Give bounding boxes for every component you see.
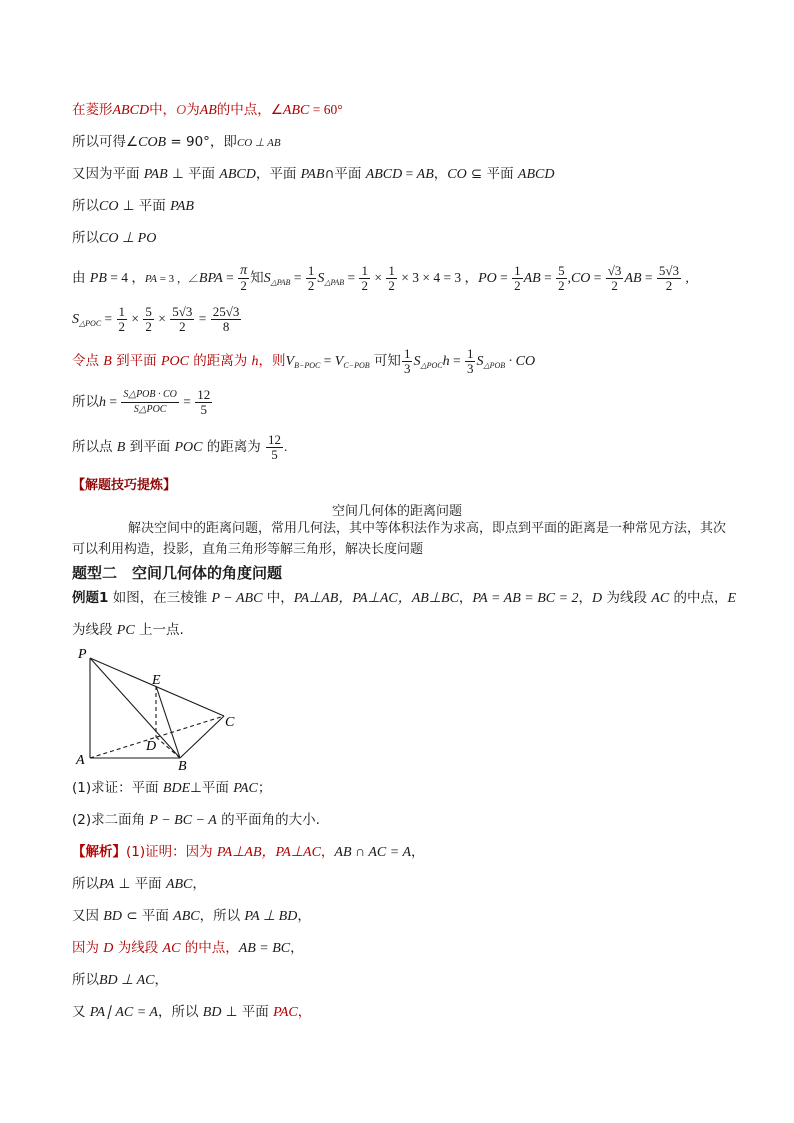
fraction: $\frac{1}{2}$ bbox=[307, 262, 315, 293]
text: ， bbox=[154, 972, 168, 988]
math: BD ⊥ AC bbox=[99, 973, 155, 988]
label-C: C bbox=[225, 715, 235, 730]
fraction: $\frac{1}{2}$ bbox=[514, 262, 521, 293]
solution-line-9 bbox=[72, 384, 213, 421]
math: AC bbox=[651, 591, 670, 606]
math: · CO bbox=[505, 354, 536, 369]
text: 所以可得∠ bbox=[72, 134, 139, 150]
text: 到平面 bbox=[125, 439, 175, 455]
math-sub: C−POB bbox=[343, 361, 370, 370]
text: ， bbox=[192, 876, 206, 892]
math: = bbox=[106, 394, 121, 409]
text: ， bbox=[290, 940, 304, 956]
text: (1)求证：平面 bbox=[72, 780, 163, 796]
math: PC bbox=[116, 623, 135, 638]
fraction: $\frac{\pi}{2}$ bbox=[240, 262, 248, 293]
text: 到平面 bbox=[111, 353, 161, 369]
text: ， bbox=[297, 908, 311, 924]
text: ， bbox=[578, 590, 593, 606]
text: ⊥ 平面 bbox=[114, 876, 166, 892]
math: = bbox=[222, 270, 238, 285]
math: BPA bbox=[198, 271, 223, 286]
fraction: $\frac{1}{3}$ bbox=[403, 345, 411, 376]
math: = bbox=[290, 270, 305, 285]
math: AB bbox=[523, 271, 541, 286]
math: O bbox=[176, 103, 187, 118]
fraction: $\frac{25√3}{8}$ bbox=[212, 303, 240, 334]
math: AB bbox=[416, 167, 434, 182]
text: ，所以 bbox=[199, 908, 245, 924]
solution-line-4 bbox=[72, 196, 194, 217]
text: ，平面 bbox=[255, 166, 301, 182]
text: 的距离为 bbox=[202, 439, 266, 455]
math: E bbox=[727, 591, 737, 606]
math-sub: B−POC bbox=[294, 361, 321, 370]
math: = bbox=[449, 353, 464, 368]
math: S bbox=[317, 271, 325, 286]
math: = bbox=[195, 311, 210, 326]
text: ， bbox=[411, 844, 425, 860]
tetrahedron-figure bbox=[72, 644, 252, 774]
math: h bbox=[251, 354, 259, 369]
math: S bbox=[476, 354, 484, 369]
text: 为 bbox=[186, 102, 200, 118]
math: CO bbox=[447, 167, 467, 182]
fraction: $\frac{12}{5}$ bbox=[197, 386, 211, 417]
question-2 bbox=[72, 810, 320, 831]
math: h bbox=[99, 395, 106, 410]
solution-line-10 bbox=[72, 430, 287, 465]
text: ； bbox=[257, 780, 272, 796]
text: 所以 bbox=[72, 394, 99, 410]
text: (2)求二面角 bbox=[72, 812, 150, 828]
math: = bbox=[101, 311, 116, 326]
math: BD bbox=[202, 1005, 222, 1020]
text: ⊥ 平面 bbox=[221, 1004, 274, 1020]
math: S bbox=[72, 312, 79, 327]
example-line-2 bbox=[72, 620, 184, 641]
math: V bbox=[285, 354, 295, 369]
math: ABC bbox=[173, 909, 200, 924]
math-sub: △PAB bbox=[324, 278, 345, 287]
math: AB = BC bbox=[238, 941, 291, 956]
math: COB bbox=[138, 135, 167, 150]
text: 的中点， bbox=[180, 940, 239, 956]
text: 上一点. bbox=[134, 622, 184, 638]
math: × 3 × 4 = 3 ， bbox=[397, 270, 479, 285]
fraction: $\frac{\text{S△POB · CO}}{\text{S△POC}}$ bbox=[123, 388, 177, 415]
text: 的中点， bbox=[669, 590, 728, 606]
text: 如图，在三棱锥 bbox=[108, 590, 212, 606]
text: 在菱形 bbox=[72, 102, 113, 118]
label-A: A bbox=[76, 753, 85, 768]
math: × bbox=[128, 311, 143, 326]
text: ， bbox=[433, 166, 448, 182]
math: PAC bbox=[273, 1005, 298, 1020]
text: 为线段 bbox=[72, 622, 117, 638]
fraction: $\frac{√3}{2}$ bbox=[607, 262, 622, 293]
math: = bbox=[320, 353, 335, 368]
solution-line-8 bbox=[72, 346, 535, 381]
text: ， bbox=[297, 1004, 312, 1020]
text: ⊥ 平面 bbox=[118, 198, 171, 214]
tip-body: 解决空间中的距离问题，常用几何法，其中等体积法作为求高，即点到平面的距离是一种常见方法，其次可以利用构造，投影，直角三角形等解三角形，解决长度问题 bbox=[72, 521, 727, 557]
math: B bbox=[116, 440, 126, 455]
math: , bbox=[567, 270, 571, 285]
analysis-line-6 bbox=[72, 1002, 311, 1023]
text: = 90°，即 bbox=[166, 134, 237, 150]
label-P: P bbox=[78, 647, 87, 662]
edge-BC bbox=[180, 716, 224, 758]
solution-line-2 bbox=[72, 132, 281, 153]
fraction: $\frac{1}{2}$ bbox=[388, 262, 395, 293]
math: PA = AB = BC = 2 bbox=[472, 591, 579, 606]
text: 的平面角的大小. bbox=[216, 812, 320, 828]
fraction: $\frac{1}{3}$ bbox=[466, 345, 474, 376]
math: = bbox=[641, 270, 656, 285]
math: = bbox=[590, 270, 605, 285]
solution-line-1 bbox=[72, 100, 343, 121]
math: PAB bbox=[170, 199, 194, 214]
math: × bbox=[370, 270, 386, 285]
math: S bbox=[413, 354, 421, 369]
solution-line-5 bbox=[72, 228, 156, 249]
math: AB bbox=[199, 103, 217, 118]
math-sub: △POC bbox=[420, 361, 443, 370]
math: PA bbox=[144, 273, 157, 285]
math: D bbox=[103, 941, 114, 956]
math: BDE bbox=[162, 781, 191, 796]
math: ABCD bbox=[517, 167, 555, 182]
text: 所以 bbox=[72, 230, 99, 246]
math: = bbox=[344, 270, 359, 285]
text: 所以 bbox=[72, 972, 99, 988]
text: 所以 bbox=[72, 876, 99, 892]
analysis-line-4 bbox=[72, 938, 304, 959]
fraction: $\frac{1}{2}$ bbox=[118, 303, 126, 334]
fraction: $\frac{1}{2}$ bbox=[361, 262, 368, 293]
math: PAC bbox=[233, 781, 258, 796]
text: ，所以 bbox=[157, 1004, 203, 1020]
text: 所以点 bbox=[72, 439, 117, 455]
fraction: $\frac{12}{5}$ bbox=[268, 431, 282, 462]
fraction: $\frac{5}{2}$ bbox=[558, 262, 565, 293]
math: ABCD bbox=[112, 103, 150, 118]
math: = bbox=[540, 270, 556, 285]
text: 又因 bbox=[72, 908, 104, 924]
text: 因为 bbox=[72, 940, 104, 956]
math: ABCD bbox=[365, 167, 403, 182]
solution-line-3 bbox=[72, 164, 554, 185]
text: 为线段 bbox=[113, 940, 163, 956]
text: ⊥平面 bbox=[190, 780, 234, 796]
text: 中， bbox=[262, 590, 294, 606]
math: POC bbox=[160, 354, 189, 369]
math: PAB bbox=[300, 167, 325, 182]
math: CO bbox=[570, 271, 591, 286]
text: 的距离为 bbox=[188, 353, 252, 369]
text: 中， bbox=[149, 102, 177, 118]
math: V bbox=[334, 354, 344, 369]
math: P − ABC bbox=[211, 591, 263, 606]
fraction: $\frac{5}{2}$ bbox=[145, 303, 152, 334]
example-label: 例题1 bbox=[72, 590, 109, 606]
fraction: $\frac{5√3}{2}$ bbox=[658, 262, 680, 293]
analysis-line-5 bbox=[72, 970, 168, 991]
math-sub: △PAB bbox=[270, 278, 291, 287]
math: PA⊥AB，PA⊥AC bbox=[216, 845, 321, 860]
math: BD bbox=[103, 909, 122, 924]
math: PB bbox=[89, 271, 107, 286]
math: B bbox=[103, 354, 112, 369]
analysis-line-3 bbox=[72, 906, 311, 927]
text: ⊆ 平面 bbox=[466, 166, 518, 182]
tip-title: 空间几何体的距离问题 bbox=[331, 504, 462, 519]
math: PA bbox=[99, 877, 115, 892]
text: (1)证明：因为 bbox=[126, 844, 217, 860]
solution-line-7 bbox=[72, 302, 242, 341]
edge-PB bbox=[90, 658, 180, 758]
math: S bbox=[263, 271, 271, 286]
text: ∩平面 bbox=[324, 166, 366, 182]
label-E: E bbox=[152, 673, 161, 688]
math: CO ⊥ AB bbox=[236, 137, 281, 149]
math: = 60° bbox=[309, 102, 343, 117]
analysis-line-2 bbox=[72, 874, 206, 895]
text: 的中点，∠ bbox=[216, 102, 283, 118]
text: ，则 bbox=[258, 353, 286, 369]
text: 令点 bbox=[72, 353, 104, 369]
solution-line-6 bbox=[72, 262, 689, 299]
text: 又 bbox=[72, 1004, 90, 1020]
math: , bbox=[682, 270, 689, 285]
math: AB bbox=[624, 271, 642, 286]
math: = bbox=[402, 166, 417, 181]
math: PO bbox=[478, 271, 497, 286]
math: AB ∩ AC = A bbox=[334, 845, 412, 860]
math: PA∣ AC = A bbox=[89, 1005, 158, 1020]
text: 可知 bbox=[369, 353, 401, 369]
edge-AC bbox=[90, 716, 224, 758]
math: . bbox=[284, 439, 288, 454]
math: CO bbox=[99, 199, 119, 214]
math: CO ⊥ PO bbox=[99, 231, 157, 246]
text: 为线段 bbox=[602, 590, 652, 606]
text: 知 bbox=[250, 270, 264, 286]
text: 又因为平面 bbox=[72, 166, 144, 182]
math: h bbox=[442, 354, 450, 369]
math: PA⊥AB，PA⊥AC，AB⊥BC bbox=[293, 591, 459, 606]
example-line-1 bbox=[72, 588, 736, 609]
math: PA ⊥ BD bbox=[244, 909, 298, 924]
math-sub: △POB bbox=[483, 361, 506, 370]
math: ABCD bbox=[219, 167, 256, 182]
text: ⊂ 平面 bbox=[121, 908, 174, 924]
math: D bbox=[592, 591, 603, 606]
math: = bbox=[179, 394, 195, 409]
analysis-label: 【解析】 bbox=[72, 844, 126, 860]
math: AC bbox=[162, 941, 181, 956]
math: ABC bbox=[282, 103, 310, 118]
tip-label: 【解题技巧提炼】 bbox=[72, 478, 177, 493]
math: ABC bbox=[165, 877, 193, 892]
question-1 bbox=[72, 778, 271, 799]
section-title: 题型二 空间几何体的角度问题 bbox=[72, 564, 283, 582]
text: ， bbox=[458, 590, 473, 606]
math: POC bbox=[174, 440, 203, 455]
fraction: $\frac{5√3}{2}$ bbox=[172, 303, 193, 334]
math: × bbox=[154, 311, 170, 326]
text: 由 bbox=[72, 270, 90, 286]
math: PAB bbox=[143, 167, 168, 182]
label-D: D bbox=[146, 739, 157, 754]
math: = 4 ， bbox=[106, 270, 145, 285]
math: P − BC − A bbox=[149, 813, 217, 828]
analysis-line-1 bbox=[72, 842, 425, 863]
text: ， bbox=[320, 844, 335, 860]
label-B: B bbox=[178, 759, 187, 774]
math: = 3 ，∠ bbox=[156, 273, 199, 285]
text: 所以 bbox=[72, 198, 99, 214]
math: = bbox=[496, 270, 512, 285]
math-sub: △POC bbox=[79, 319, 102, 328]
text: ⊥ 平面 bbox=[167, 166, 220, 182]
